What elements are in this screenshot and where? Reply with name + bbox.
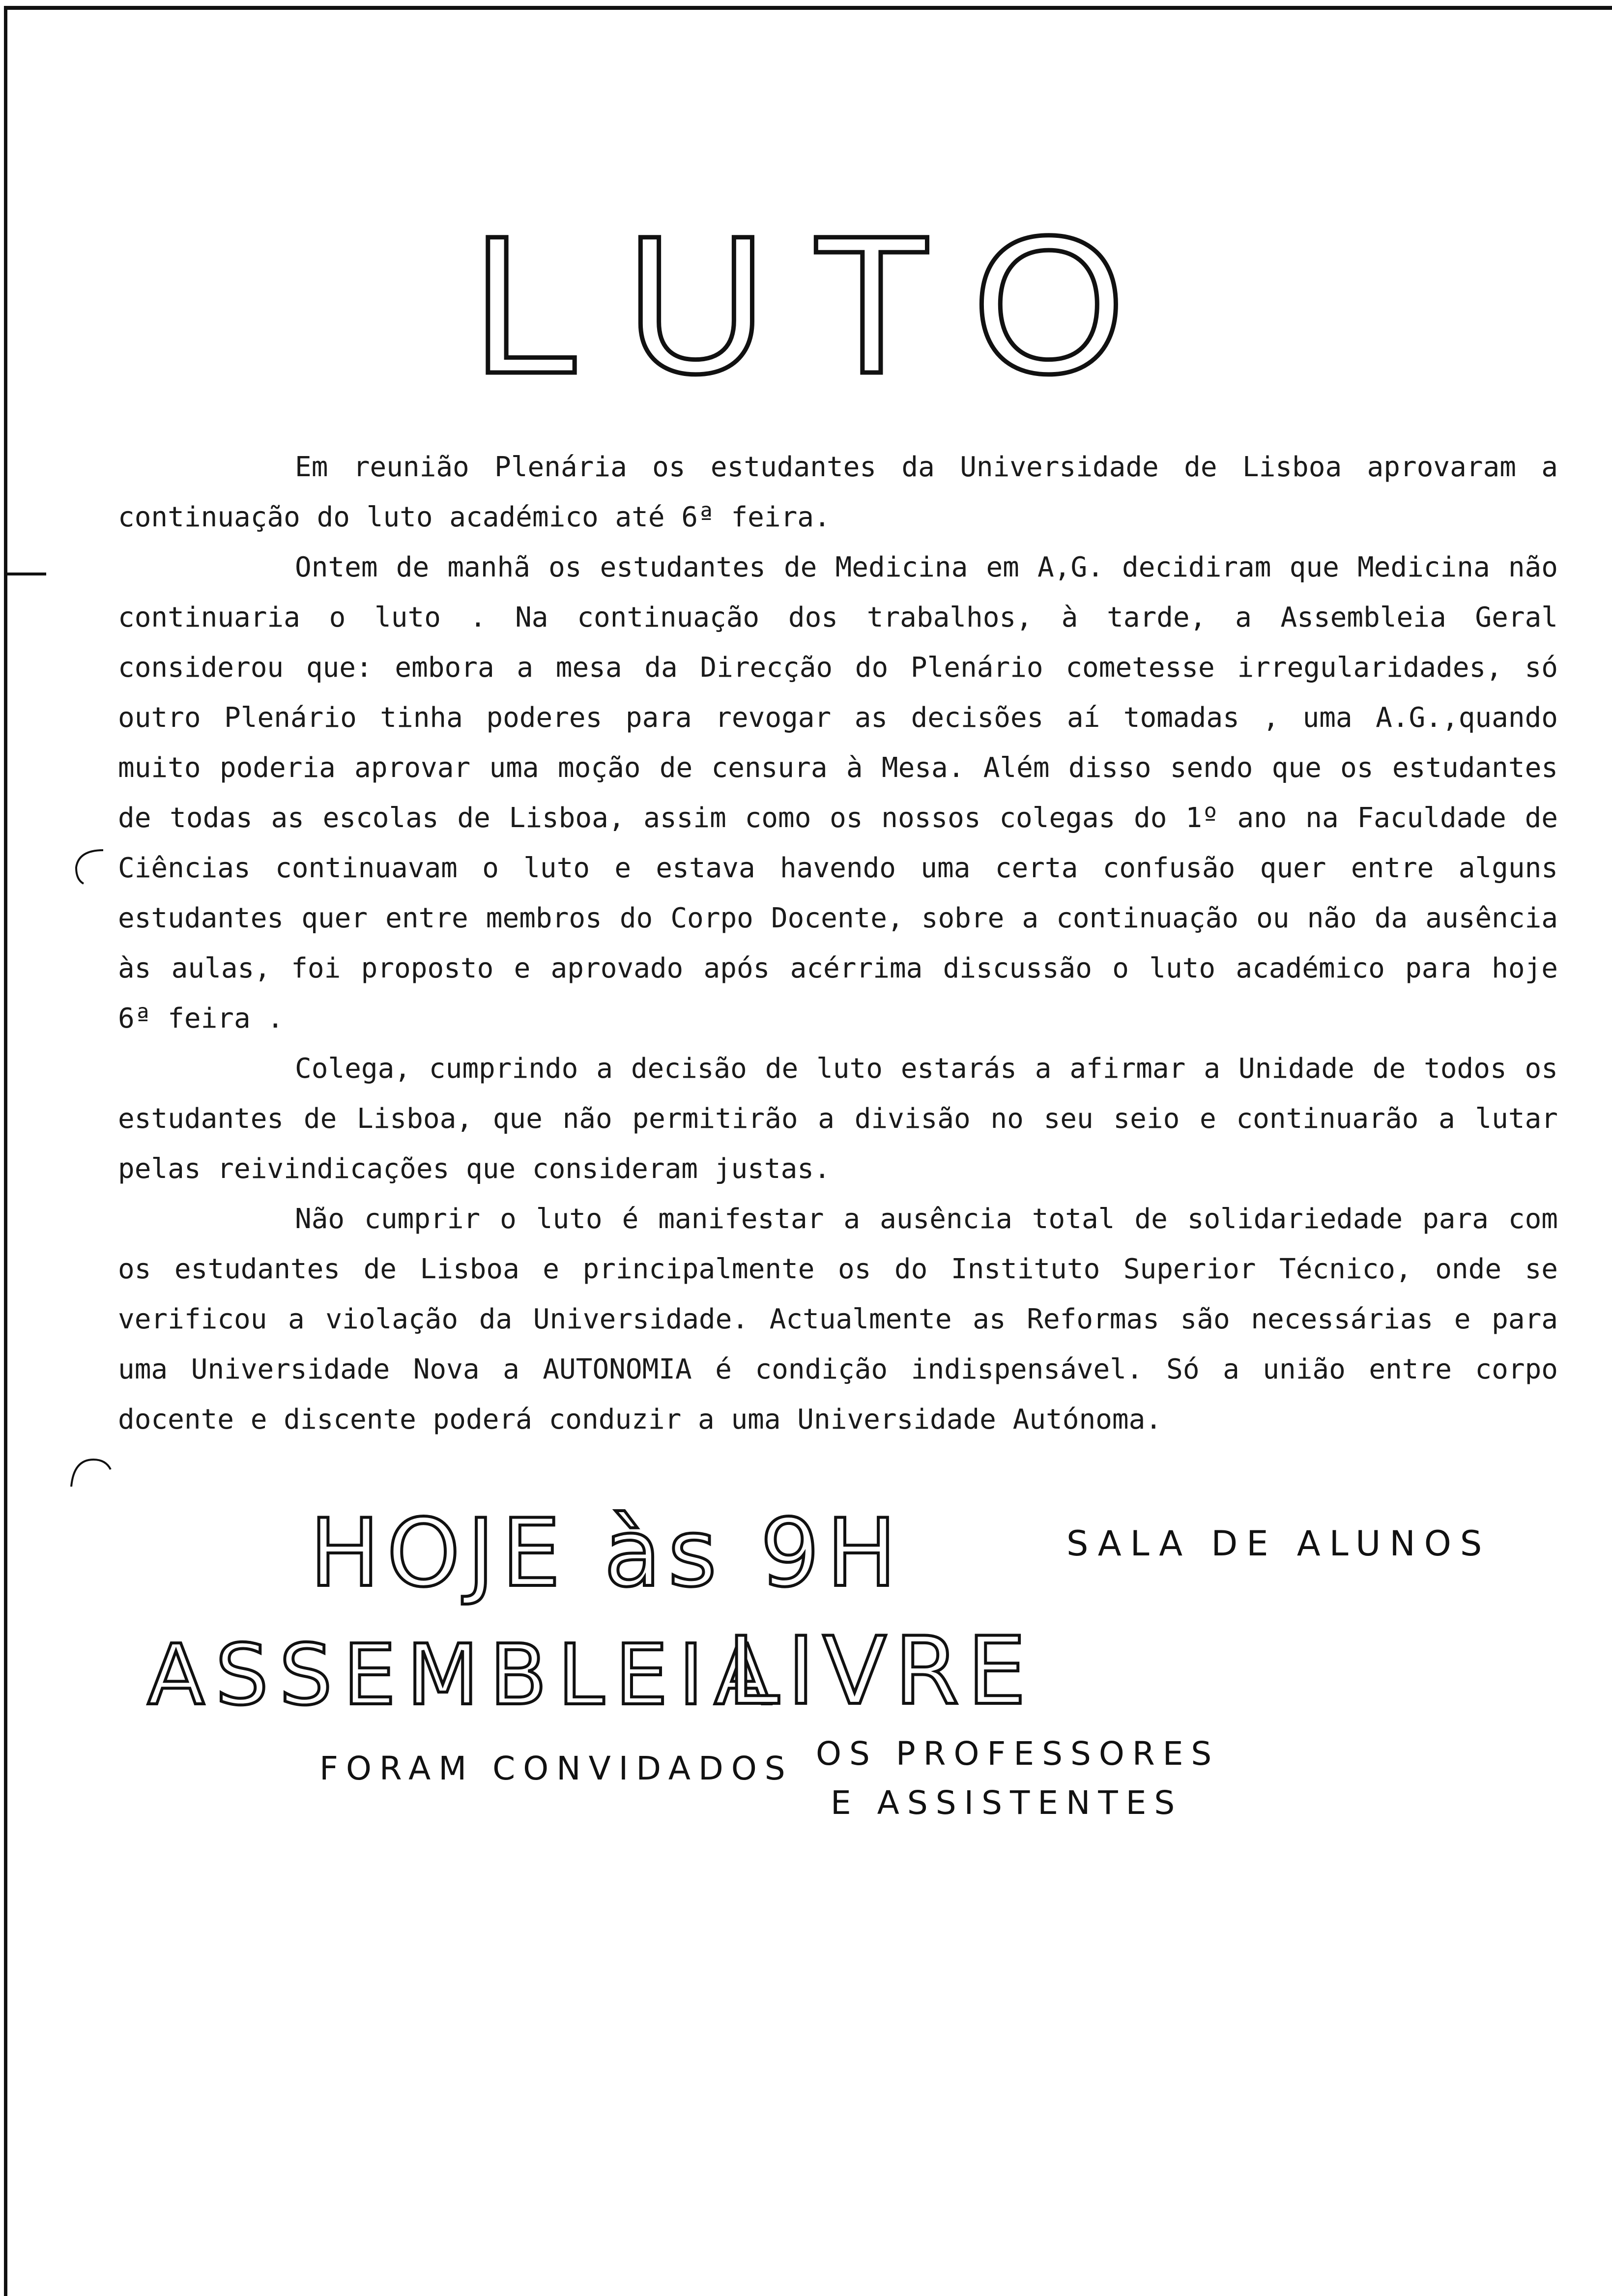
invited-note-professors: OS PROFESSORES: [816, 1735, 1220, 1773]
meeting-time-heading: HOJE às 9H: [310, 1499, 904, 1607]
paragraph-1: Em reunião Plenária os estudantes da Universidade de Lisboa aprovaram a continuação do luto académico até 6ª feira.: [118, 451, 1558, 533]
meeting-location: SALA DE ALUNOS: [1066, 1523, 1491, 1564]
page-border-top: [7, 6, 1612, 10]
invited-note-assistants: E ASSISTENTES: [831, 1784, 1183, 1822]
body-text: [118, 442, 1558, 1445]
margin-arc-mark: [69, 1455, 113, 1489]
page-border-left: [4, 6, 7, 2296]
margin-arc-mark: [69, 845, 108, 885]
invited-note: FORAM CONVIDADOS: [319, 1750, 793, 1787]
paragraph-2: Ontem de manhã os estudantes de Medicina em A,G. decidiram que Medicina não continuaria o luto . Na continuação dos trabalhos, à tarde, a Assembleia Geral considerou que: embora a mesa da Direcção do Plenário cometesse irregularidades, só outro Plenário tinha poderes para revogar as decisões aí tomadas , uma A.G.,quando muito poderia aprovar uma moção de censura à Mesa. Além disso sendo que os estudantes de todas as escolas de Lisboa, assim como os nossos colegas do 1º ano na Faculdade de Ciências continuavam o luto e estava havendo uma certa confusão quer entre alguns estudantes quer entre membros do Corpo Docente, sobre a continuação ou não da ausência às aulas, foi proposto e aprovado após acérrima discussão o luto académico para hoje 6ª feira .: [118, 551, 1558, 1034]
assembly-heading-livre: LIVRE: [727, 1617, 1034, 1725]
assembly-heading: ASSEMBLEIA: [147, 1627, 782, 1724]
paragraph-4: Não cumprir o luto é manifestar a ausência total de solidariedade para com os estudantes de Lisboa e principalmente os do Instituto Superior Técnico, onde se verificou a violação da Universidade. Actualmente as Reformas são necessárias e para uma Universidade Nova a AUTONOMIA é condição indispensável. Só a união entre corpo docente e discente poderá conduzir a uma Universidade Autónoma.: [118, 1203, 1558, 1435]
paragraph-3: Colega, cumprindo a decisão de luto estarás a afirmar a Unidade de todos os estudantes de Lisboa, que não permitirão a divisão no seu seio e continuarão a lutar pelas reivindicações que consideram justas.: [118, 1053, 1558, 1185]
page-title: LUTO: [472, 195, 1170, 414]
margin-mark: [7, 573, 46, 575]
